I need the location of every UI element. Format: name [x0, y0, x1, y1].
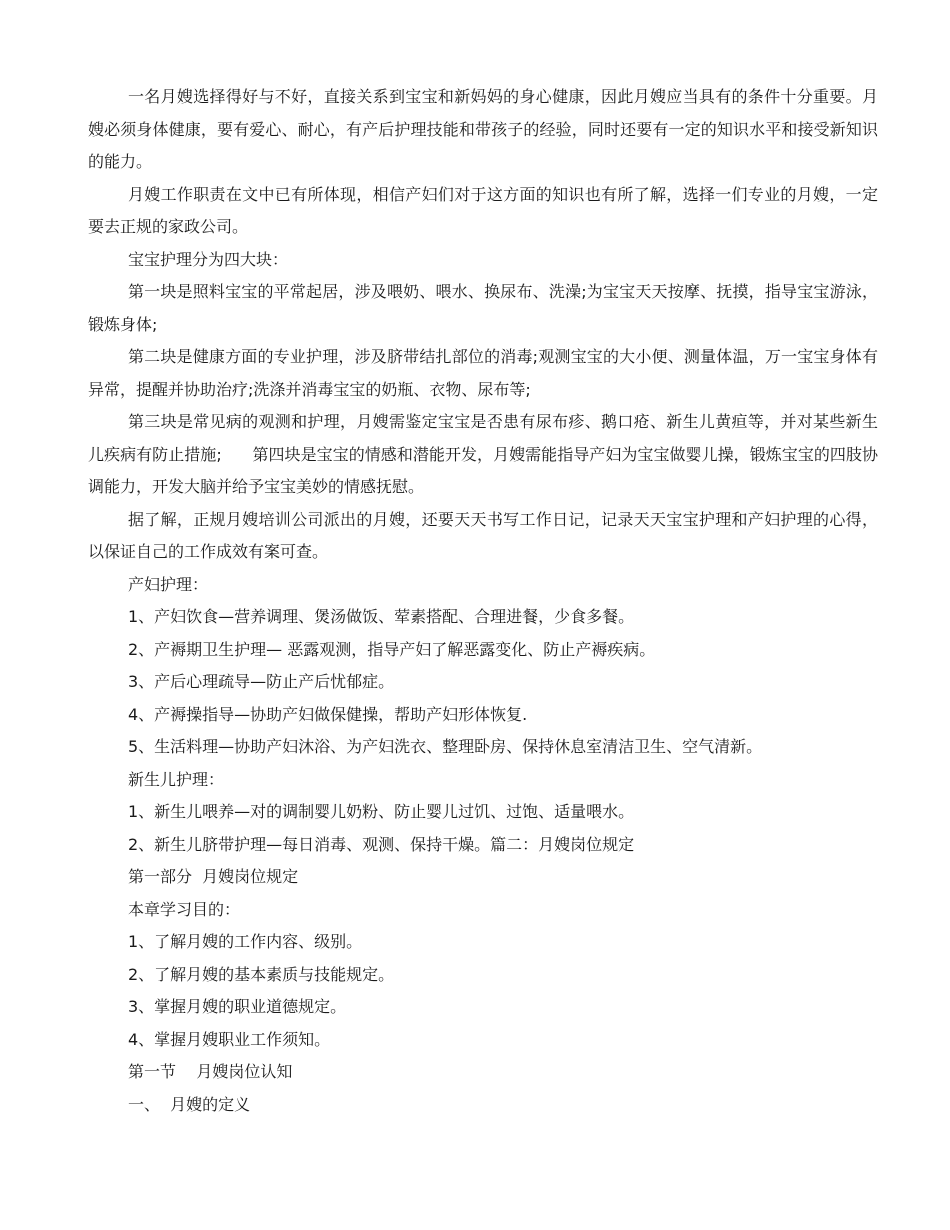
list-item-mother-diet: 1、产妇饮食—营养调理、煲汤做饭、荤素搭配、合理进餐，少食多餐。 [128, 607, 635, 626]
heading-learning-goals: 本章学习目的： [128, 899, 241, 919]
paragraph-intro-requirements: 一名月嫂选择得好与不好，直接关系到宝宝和新妈妈的身心健康，因此月嫂应当具有的条件十分重要。月嫂必须身体健康，要有爱心、耐心，有产后护理技能和带孩子的经验，同时还要有一定的知识水平和接受新知识的能力。 [88, 87, 878, 171]
list-item-exercise: 4、产褥操指导—协助产妇做保健操，帮助产妇形体恢复. [128, 704, 528, 724]
paragraph-part-one: 第一块是照料宝宝的平常起居，涉及喂奶、喂水、换尿布、洗澡;为宝宝天天按摩、抚摸，指导宝宝游泳，锻炼身体; [88, 282, 878, 334]
heading-section-one: 第一节 月嫂岗位认知 [128, 1062, 293, 1081]
paragraph-work-diary: 据了解，正规月嫂培训公司派出的月嫂，还要天天书写工作日记，记录天天宝宝护理和产妇护理的心得，以保证自己的工作成效有案可查。 [88, 509, 878, 561]
list-item-umbilical-care: 2、新生儿脐带护理—每日消毒、观测、保持干燥。篇二：月嫂岗位规定 [128, 834, 635, 854]
list-item-postpartum-hygiene: 2、产褥期卫生护理— 恶露观测，指导产妇了解恶露变化、防止产褥疾病。 [128, 639, 656, 659]
document-body [88, 81, 878, 1121]
heading-mother-care: 产妇护理： [128, 574, 209, 594]
paragraph-part-three-four: 第三块是常见病的观测和护理，月嫂需鉴定宝宝是否患有尿布疹、鹅口疮、新生儿黄疸等，并对某些新生儿疾病有防止措施; 第四块是宝宝的情感和潜能开发，月嫂需能指导产妇为宝宝做婴儿操，锻炼宝宝的四肢协调能力，开发大脑并给予宝宝美妙的情感抚慰。 [88, 412, 878, 496]
paragraph-part-two: 第二块是健康方面的专业护理，涉及脐带结扎部位的消毒;观测宝宝的大小便、测量体温，万一宝宝身体有异常，提醒并协助治疗;洗涤并消毒宝宝的奶瓶、衣物、尿布等; [88, 347, 878, 399]
heading-baby-care-four-parts: 宝宝护理分为四大块： [128, 249, 289, 269]
heading-newborn-care: 新生儿护理： [128, 769, 225, 789]
list-item-psychological: 3、产后心理疏导—防止产后忧郁症。 [128, 672, 395, 691]
list-item-goal-4: 4、掌握月嫂职业工作须知。 [128, 1029, 331, 1049]
list-item-goal-3: 3、掌握月嫂的职业道德规定。 [128, 997, 347, 1016]
paragraph-choose-agency: 月嫂工作职责在文中已有所体现，相信产妇们对于这方面的知识也有所了解，选择一们专业的月嫂，一定要去正规的家政公司。 [88, 184, 878, 236]
heading-part-one: 第一部分 月嫂岗位规定 [128, 867, 299, 886]
heading-definition: 一、 月嫂的定义 [128, 1094, 251, 1114]
list-item-goal-2: 2、了解月嫂的基本素质与技能规定。 [128, 964, 395, 984]
list-item-newborn-feeding: 1、新生儿喂养—对的调制婴儿奶粉、防止婴儿过饥、过饱、适量喂水。 [128, 802, 635, 821]
list-item-daily-care: 5、生活料理—协助产妇沐浴、为产妇洗衣、整理卧房、保持休息室清洁卫生、空气清新。 [128, 737, 763, 756]
list-item-goal-1: 1、了解月嫂的工作内容、级别。 [128, 932, 363, 951]
